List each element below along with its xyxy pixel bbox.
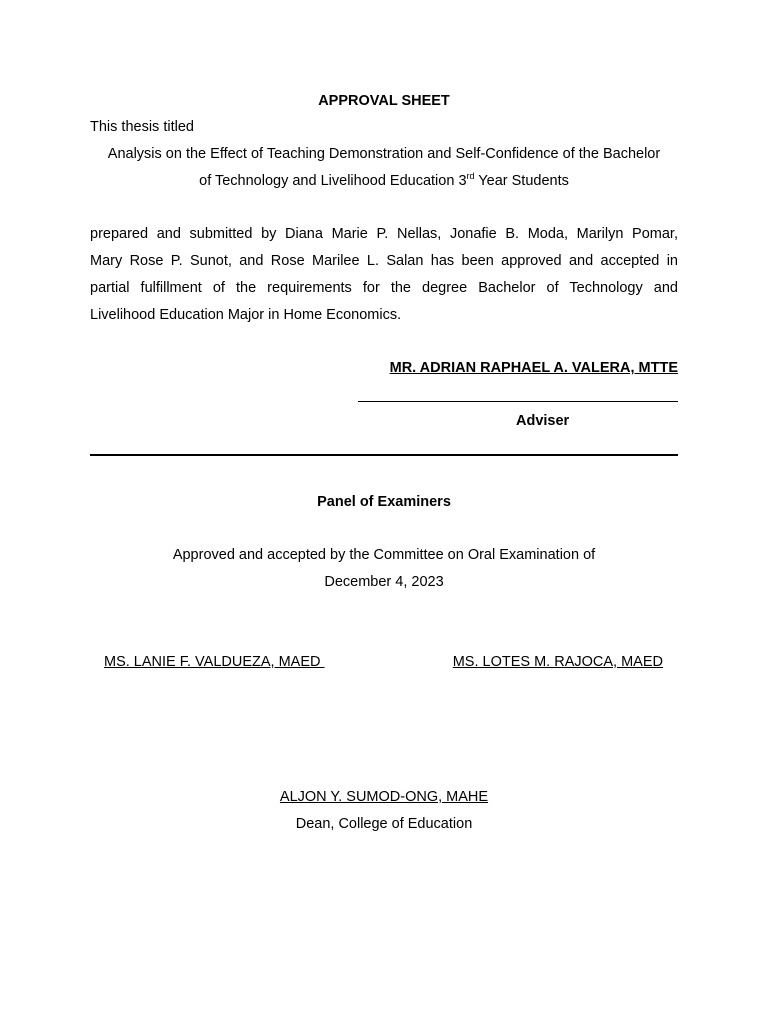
thesis-title-line-1: Analysis on the Effect of Teaching Demonstration and Self-Confidence of the Bachelor	[107, 146, 661, 162]
body-line-3: partial fulfillment of the requirements for the degree Bachelor of Technology and	[90, 280, 678, 296]
dean-title: Dean, College of Education	[295, 816, 473, 832]
adviser-signature-line	[358, 401, 678, 402]
intro-text: This thesis titled	[90, 119, 194, 135]
examiner-1-name: MS. LANIE F. VALDUEZA, MAED	[104, 654, 325, 670]
thesis-title-line-2-end: Year Students	[474, 173, 569, 189]
examiner-2-name: MS. LOTES M. RAJOCA, MAED	[452, 654, 663, 670]
body-line-1: prepared and submitted by Diana Marie P. Nellas, Jonafie B. Moda, Marilyn Pomar,	[90, 226, 678, 242]
body-line-4: Livelihood Education Major in Home Economics.	[90, 307, 402, 323]
panel-heading: Panel of Examiners	[317, 494, 451, 510]
committee-approval-text: Approved and accepted by the Committee on Oral Examination of	[172, 547, 596, 563]
ordinal-suffix: rd	[466, 171, 475, 181]
page-title: APPROVAL SHEET	[318, 93, 450, 109]
thesis-title-line-2-text: of Technology and Livelihood Education 3	[199, 173, 467, 189]
thesis-title-line-2	[0, 173, 768, 189]
body-line-2: Mary Rose P. Sunot, and Rose Marilee L. Salan has been approved and accepted in	[90, 253, 678, 269]
adviser-role: Adviser	[516, 413, 570, 429]
section-divider	[90, 454, 678, 456]
approval-date: December 4, 2023	[324, 574, 444, 590]
adviser-name: MR. ADRIAN RAPHAEL A. VALERA, MTTE	[389, 360, 678, 376]
approval-body-paragraph	[90, 221, 678, 329]
dean-name: ALJON Y. SUMOD-ONG, MAHE	[279, 789, 489, 805]
